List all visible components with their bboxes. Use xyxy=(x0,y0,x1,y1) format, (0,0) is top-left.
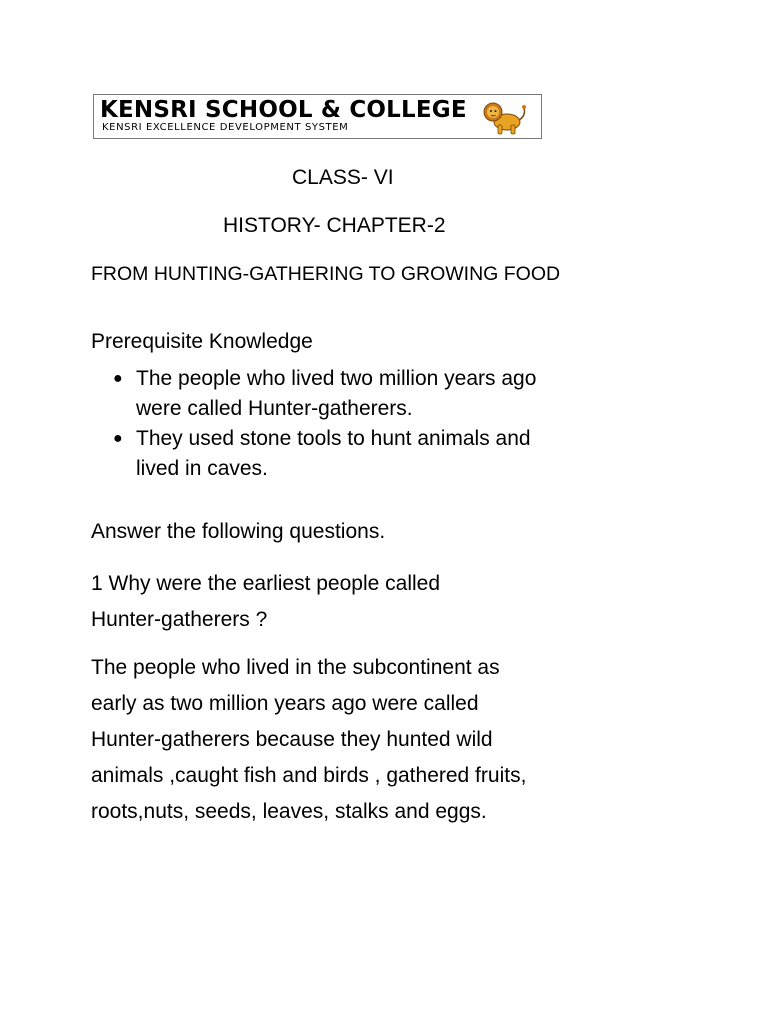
bullet-icon: ● xyxy=(113,430,123,447)
question-line: Hunter-gatherers ? xyxy=(91,608,268,631)
answer-line: roots,nuts, seeds, leaves, stalks and eggs. xyxy=(91,800,487,823)
bullet-text-line: were called Hunter-gatherers. xyxy=(136,397,413,420)
school-logo-banner xyxy=(93,94,542,139)
chapter-title: FROM HUNTING-GATHERING TO GROWING FOOD xyxy=(91,263,561,285)
bullet-text-line: The people who lived two million years ago xyxy=(136,367,537,390)
bullet-icon: ● xyxy=(113,370,123,387)
list-item xyxy=(91,364,536,424)
lion-mascot-icon xyxy=(480,98,528,136)
question-text xyxy=(91,566,440,638)
instruction-text: Answer the following questions. xyxy=(91,520,386,543)
school-name: KENSRI SCHOOL & COLLEGE xyxy=(100,97,467,123)
question-line: 1 Why were the earliest people called xyxy=(91,572,441,595)
class-heading: CLASS- VI xyxy=(292,166,394,189)
prerequisite-title: Prerequisite Knowledge xyxy=(91,330,313,353)
answer-line: The people who lived in the subcontinent as xyxy=(91,656,500,679)
chapter-heading: HISTORY- CHAPTER-2 xyxy=(223,214,446,237)
answer-line: early as two million years ago were called xyxy=(91,692,479,715)
prerequisite-list xyxy=(91,364,536,484)
answer-line: Hunter-gatherers because they hunted wild xyxy=(91,728,493,751)
bullet-text-line: lived in caves. xyxy=(136,457,268,480)
answer-line: animals ,caught fish and birds , gathered fruits, xyxy=(91,764,527,787)
school-tagline: KENSRI EXCELLENCE DEVELOPMENT SYSTEM xyxy=(102,122,349,133)
bullet-text-line: They used stone tools to hunt animals and xyxy=(136,427,531,450)
answer-text xyxy=(91,650,526,830)
list-item xyxy=(91,424,536,484)
